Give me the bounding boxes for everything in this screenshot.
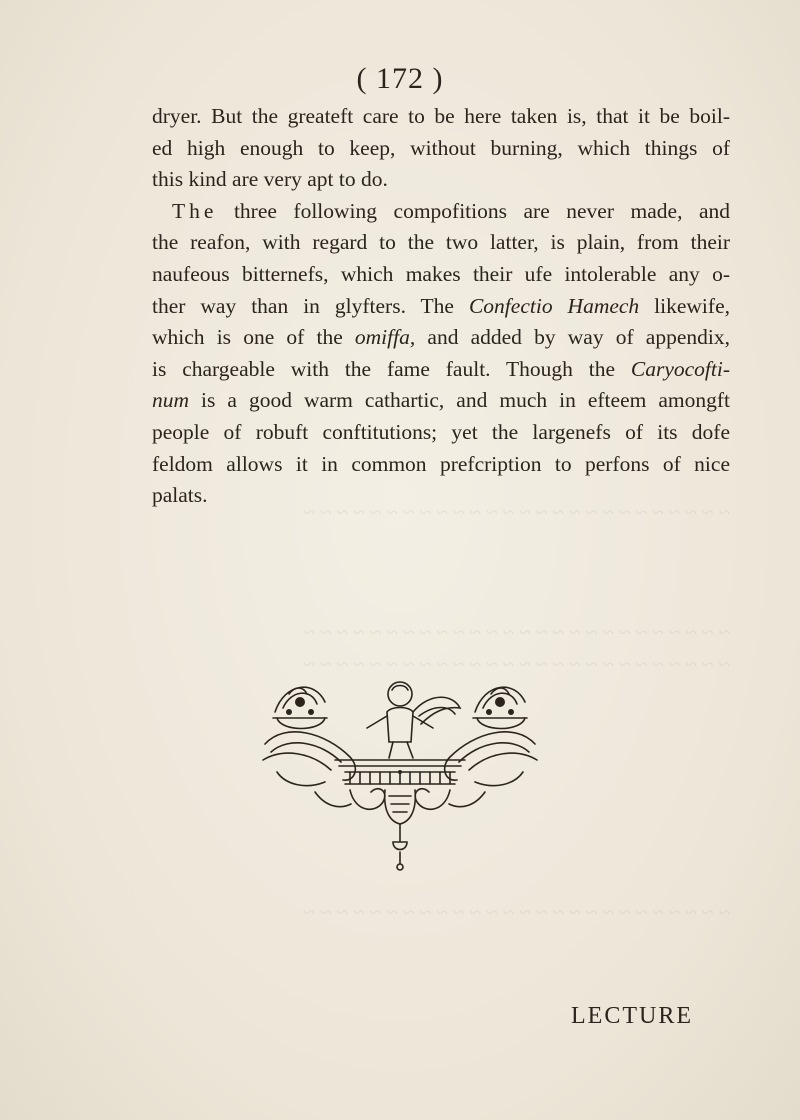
text-fragment: likewife,: [639, 293, 730, 318]
show-through-text: ~ ~ ~ ~ ~ ~ ~ ~ ~ ~ ~ ~ ~ ~ ~ ~ ~ ~ ~ ~ ~ ~ ~ ~ ~ ~: [303, 900, 730, 924]
text-line: [152, 291, 730, 323]
page-number: ( 172 ): [356, 62, 444, 95]
text-line: ed high enough to keep, without burning, which things of: [152, 135, 730, 160]
text-line: this kind are very apt to do.: [152, 167, 388, 192]
italic-term: Confectio Hamech: [468, 293, 640, 318]
text-line: people of robuft conftitutions; yet the largenefs of its dofe: [152, 419, 730, 444]
text-line: [152, 385, 730, 417]
text-line: naufeous bitternefs, which makes their ufe intolerable any o-: [152, 261, 730, 286]
text-fragment: which is one of the: [152, 325, 355, 350]
text-fragment: is a good warm cathartic, and much in efteem amongft: [189, 388, 730, 413]
catchword: LECTURE: [571, 1003, 693, 1029]
text-line: [152, 354, 730, 386]
text-line: the reafon, with regard to the two latter, is plain, from their: [152, 230, 730, 255]
text-line: dryer. But the greateft care to be here taken is, that it be boil-: [152, 104, 730, 128]
text-line: [152, 322, 730, 354]
paragraph-start: [152, 196, 730, 228]
cherub-tailpiece-ornament: [255, 672, 545, 872]
body-text: [152, 101, 730, 512]
italic-term: num: [152, 388, 190, 413]
text-fragment: is chargeable with the fame fault. Though the: [152, 356, 631, 381]
italic-term: Caryocofti-: [630, 356, 730, 381]
text-line: palats.: [152, 483, 208, 508]
small-caps-lead: The: [172, 198, 218, 223]
text-fragment: three following compofitions are never made, and: [217, 198, 730, 223]
text-fragment: and added by way of appendix,: [415, 325, 730, 350]
show-through-text: ~ ~ ~ ~ ~ ~ ~ ~ ~ ~ ~ ~ ~ ~ ~ ~ ~ ~ ~ ~ ~ ~ ~ ~ ~ ~: [303, 652, 730, 676]
show-through-text: ~ ~ ~ ~ ~ ~ ~ ~ ~ ~ ~ ~ ~ ~ ~ ~ ~ ~ ~ ~ ~ ~ ~ ~ ~ ~: [303, 620, 730, 644]
text-line: feldom allows it in common prefcription to perfons of nice: [152, 451, 730, 476]
show-through-text: ~ ~ ~ ~ ~ ~ ~ ~ ~ ~ ~ ~ ~ ~ ~ ~ ~ ~ ~ ~ ~ ~ ~ ~ ~ ~: [303, 500, 730, 524]
text-fragment: ther way than in glyfters. The: [152, 293, 469, 318]
italic-term: omiffa,: [354, 325, 416, 350]
